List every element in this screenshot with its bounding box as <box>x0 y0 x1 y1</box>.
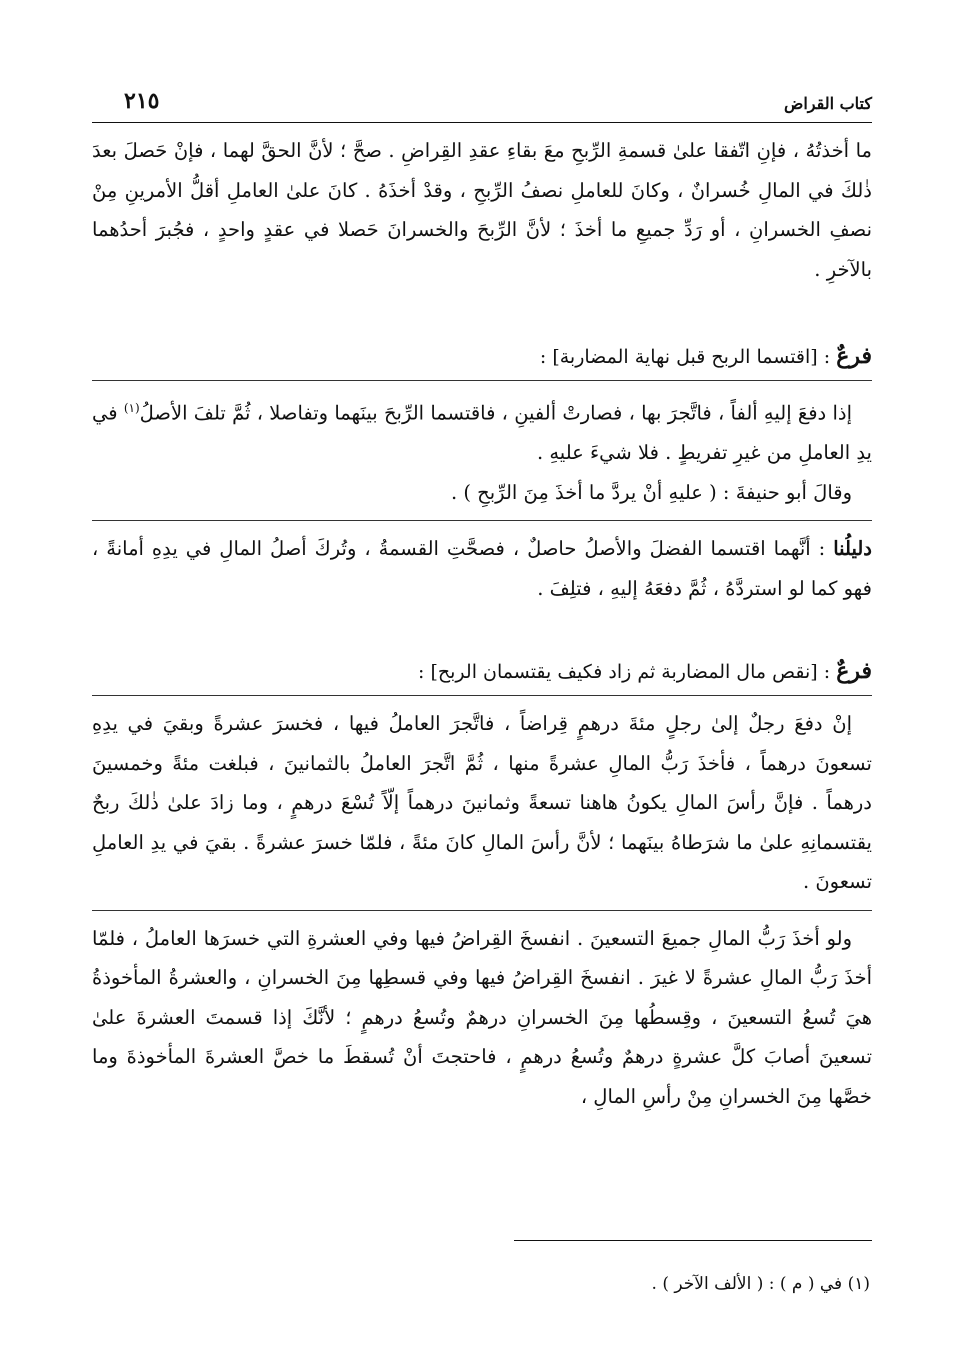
paragraph-1: ما أخذتُهُ ، فإنِ اتّفقا علىٰ قسمةِ الرِّبحِ معَ بقاءِ عقدِ القِراضِ . صحَّ ؛ لأنَّ الحقَّ لهما ، فإنْ حَصلَ بعدَ ذٰلكَ في المالِ خُسرانٌ ، وكانَ للعاملِ نصفُ الرِّبحِ ، وقدْ أخذَهُ . كانَ علىٰ العاملِ أقلُّ الأمرينِ مِنْ نصفِ الخسرانِ ، أو رَدِّ جميعِ ما أخذَ ؛ لأنَّ الرِّبحَ والخسرانَ حَصلا في عقدٍ واحدٍ ، فجُبرَ أحدُهما بالآخرِ . <box>92 139 872 281</box>
evidence-label: دليلُنا <box>833 537 872 560</box>
section1-paragraph-2: وقالَ أبو حنيفةَ : ( عليهِ أنْ يردَّ ما أخذَ مِنَ الرِّبحِ ) . <box>450 480 852 504</box>
section1-paragraph-3-text: : أنَّهما اقتسما الفضلَ والأصلُ حاصلٌ ، فصحَّتِ القسمةُ ، وتُركَ أصلُ المالِ في يدِهِ أمانةً ، فهو كما لو استردَّهُ ، ثُمَّ دفعَهُ إليهِ ، فتلِفَ . <box>92 537 872 600</box>
footnote-number: (١) <box>847 1274 870 1294</box>
footnote-text: في ( م ) : ( الألف الآخر ) . <box>651 1274 843 1294</box>
section-heading-1 <box>92 341 872 372</box>
section-divider <box>92 910 872 911</box>
book-title: كتاب القراض <box>784 94 872 113</box>
section-divider <box>92 695 872 696</box>
footnote-ref: (١) <box>123 401 140 415</box>
section2-paragraph-1: إنْ دفعَ رجلٌ إلىٰ رجلٍ مئةَ درهمٍ قِراضاً ، فاتَّجرَ العاملُ فيها ، فخسرَ عشرةً وبقيَ في يدِهِ تسعونَ درهماً ، فأخذَ رَبُّ المالِ عشرةً منها ، ثُمَّ اتَّجرَ العاملُ بالثمانينَ ، فبلغت مئةً وخمسينَ درهماً . فإنَّ رأسَ المالِ يكونُ هاهنا تسعةً وثمانينَ درهماً إلّاً تُسْعَ درهمٍ ، وما زادَ علىٰ ذٰلكَ ربحٌ يقتسمانِهِ علىٰ ما شرَطاهُ بينَهما ؛ لأنَّ رأسَ المالِ كانَ مئةً ، فلمّا خسرَ عشرةً . بقيَ في يدِ العاملِ تسعونَ . <box>92 712 872 893</box>
section-label: فرعٌ <box>836 343 872 369</box>
section-heading-text: : [نقص مال المضاربة ثم زاد فكيف يقتسمان الربح] : <box>418 661 831 683</box>
section1-paragraph-1 <box>92 389 872 473</box>
section-heading-text: : [اقتسما الربح قبل نهاية المضاربة] : <box>539 346 831 368</box>
section1-paragraph-1-text-end: في يدِ العاملِ من غيرِ تفريطٍ . فلا شيءَ عليهِ . <box>92 401 872 464</box>
section2-paragraph-2: ولو أخذَ رَبُّ المالِ جميعَ التسعينَ . انفسخَ القِراضُ فيها وفي العشرةِ التي خسرَها العاملُ ، فلمّا أخذَ رَبُّ المالِ عشرةً لا غيرَ . انفسخَ القِراضُ فيها وفي قسطِها مِنَ الخسرانِ ، والعشرةُ المأخوذةُ هيَ تُسعُ التسعينَ ، وقِسطُها مِنَ الخسرانِ درهمٌ وتُسعُ درهمٍ ؛ لأنَّكَ إذا قسمتَ العشرةَ علىٰ تسعينَ أصابَ كلَّ عشرةٍ درهمٌ وتُسعُ درهمٍ ، فاحتجتَ أنْ تُسقطَ ما خصَّ العشرةَ المأخوذةَ وما خصَّها مِنَ الخسرانِ مِنْ رأسِ المالِ ، <box>92 926 872 1108</box>
section-heading-2 <box>92 656 872 687</box>
footnote <box>652 1274 870 1294</box>
section-divider <box>92 380 872 381</box>
page-number: ٢١٥ <box>124 88 160 114</box>
running-header <box>92 88 872 120</box>
section-label: فرعٌ <box>836 658 872 684</box>
header-rule <box>92 122 872 123</box>
section1-paragraph-1-text: إذا دفعَ إليهِ ألفاً ، فاتَّجرَ بها ، فصارتْ ألفينِ ، فاقتسما الرِّبحَ بينَهما وتفاصلا ، ثُمَّ تلفَ الأصلُ <box>139 401 852 425</box>
footnote-rule <box>514 1240 872 1241</box>
section1-paragraph-3 <box>92 529 872 608</box>
page <box>92 88 872 1116</box>
section-divider <box>92 520 872 521</box>
